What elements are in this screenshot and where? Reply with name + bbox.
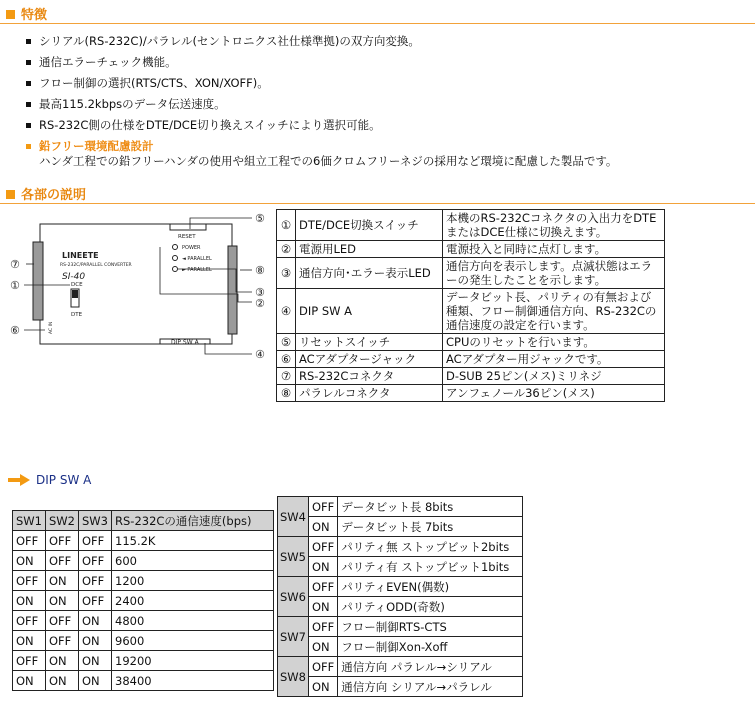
table-row: OFF OFF ON 4800 <box>13 611 274 631</box>
callout-1: ① <box>10 279 20 292</box>
table-row: ON 通信方向 シリアル→パラレル <box>278 677 523 697</box>
parallel-out-led-icon <box>173 267 178 272</box>
features-rule <box>0 23 755 24</box>
bullet-icon <box>26 39 31 44</box>
speed-table <box>12 510 274 691</box>
section-marker-icon <box>6 190 15 199</box>
table-row: ON ON ON 38400 <box>13 671 274 691</box>
diagram-power-label: POWER <box>182 245 201 251</box>
feature-item: 最高115.2kbpsのデータ伝送速度。 <box>26 94 420 115</box>
feature-highlight: 鉛フリー環境配慮設計 <box>26 136 420 157</box>
table-row: ② 電源用LED 電源投入と同時に点灯します。 <box>277 241 665 258</box>
table-row: ⑤ リセットスイッチ CPUのリセットを行います。 <box>277 334 665 351</box>
diagram-parallel-out: ► PARALLEL <box>182 267 212 273</box>
table-row: ON フロー制御Xon-Xoff <box>278 637 523 657</box>
bullet-icon <box>26 81 31 86</box>
table-row: ON パリティ有 ストップビット1bits <box>278 557 523 577</box>
feature-highlight-detail: ハンダ工程での鉛フリーハンダの使用や組立工程での6価クロムフリーネジの採用など環境に配慮した製品です。 <box>39 154 618 168</box>
callout-8: ⑧ <box>255 264 265 277</box>
callout-7: ⑦ <box>10 258 20 271</box>
table-row: SW4 OFF データビット長 8bits <box>278 497 523 517</box>
table-row: ON OFF OFF 600 <box>13 551 274 571</box>
callout-6: ⑥ <box>10 324 20 337</box>
table-header-row: SW1 SW2 SW3 RS-232Cの通信速度(bps) <box>13 511 274 531</box>
table-row: OFF ON ON 19200 <box>13 651 274 671</box>
bullet-icon <box>26 123 31 128</box>
table-row: ON OFF ON 9600 <box>13 631 274 651</box>
diagram-dce: DCE <box>71 282 83 288</box>
feature-item: RS-232C側の仕様をDTE/DCE切り換えスイッチにより選択可能。 <box>26 115 420 136</box>
parts-table <box>276 209 665 402</box>
section-marker-icon <box>6 10 15 19</box>
table-row: ⑧ パラレルコネクタ アンフェノール36ピン(メス) <box>277 385 665 402</box>
diagram-model-line: RS-232C/PARALLEL CONVERTER <box>60 263 132 268</box>
bullet-icon <box>26 60 31 65</box>
parallel-in-led-icon <box>173 256 178 261</box>
diagram-ac-label: AC IN <box>49 321 54 334</box>
diagram-brand: LINEETE <box>62 251 99 260</box>
diagram-dip-label: DIP SW A <box>171 339 199 346</box>
callout-5: ⑤ <box>255 212 265 225</box>
serial-connector <box>33 242 43 320</box>
table-row: ON パリティODD(奇数) <box>278 597 523 617</box>
features-heading: 特徴 <box>6 4 47 23</box>
device-body <box>40 224 232 344</box>
feature-item: 通信エラーチェック機能。 <box>26 52 420 73</box>
table-row: OFF ON OFF 1200 <box>13 571 274 591</box>
table-row: ① DTE/DCE切換スイッチ 本機のRS-232Cコネクタの入出力をDTEまたはDCE仕様に切換えます。 <box>277 210 665 241</box>
table-row: SW8 OFF 通信方向 パラレル→シリアル <box>278 657 523 677</box>
bullet-icon <box>26 144 31 149</box>
table-row: ④ DIP SW A データビット長、パリティの有無および種類、フロー制御通信方向、RS-232Cの通信速度の設定を行います。 <box>277 289 665 334</box>
table-row: OFF OFF OFF 115.2K <box>13 531 274 551</box>
dip-sw-title: DIP SW A <box>8 473 91 489</box>
table-row: ③ 通信方向･エラー表示LED 通信方向を表示します。点滅状態はエラーの発生したことを示します。 <box>277 258 665 289</box>
switch-settings-table <box>277 496 523 697</box>
diagram-reset-label: RESET <box>178 234 196 240</box>
table-row: SW6 OFF パリティEVEN(偶数) <box>278 577 523 597</box>
table-row: ON ON OFF 2400 <box>13 591 274 611</box>
arrow-right-icon <box>8 474 30 489</box>
device-diagram <box>0 206 275 366</box>
table-row: ⑥ ACアダプタージャック ACアダプター用ジャックです。 <box>277 351 665 368</box>
parts-rule <box>0 203 755 204</box>
feature-item: シリアル(RS-232C)/パラレル(セントロニクス社仕様準拠)の双方向変換。 <box>26 31 420 52</box>
feature-item: フロー制御の選択(RTS/CTS、XON/XOFF)。 <box>26 73 420 94</box>
table-row: SW5 OFF パリティ無 ストップビット2bits <box>278 537 523 557</box>
parts-heading: 各部の説明 <box>6 184 86 203</box>
feature-list <box>26 31 420 157</box>
callout-2: ② <box>255 297 265 310</box>
table-row: SW7 OFF フロー制御RTS-CTS <box>278 617 523 637</box>
diagram-model: SI-40 <box>62 272 86 282</box>
diagram-dte: DTE <box>71 312 83 318</box>
bullet-icon <box>26 102 31 107</box>
table-row: ON データビット長 7bits <box>278 517 523 537</box>
power-led-icon <box>173 245 178 250</box>
table-row: ⑦ RS-232Cコネクタ D-SUB 25ピン(メス)ミリネジ <box>277 368 665 385</box>
diagram-parallel-in: ◄ PARALLEL <box>182 256 212 262</box>
callout-4: ④ <box>255 348 265 361</box>
callout-3: ③ <box>255 286 265 299</box>
